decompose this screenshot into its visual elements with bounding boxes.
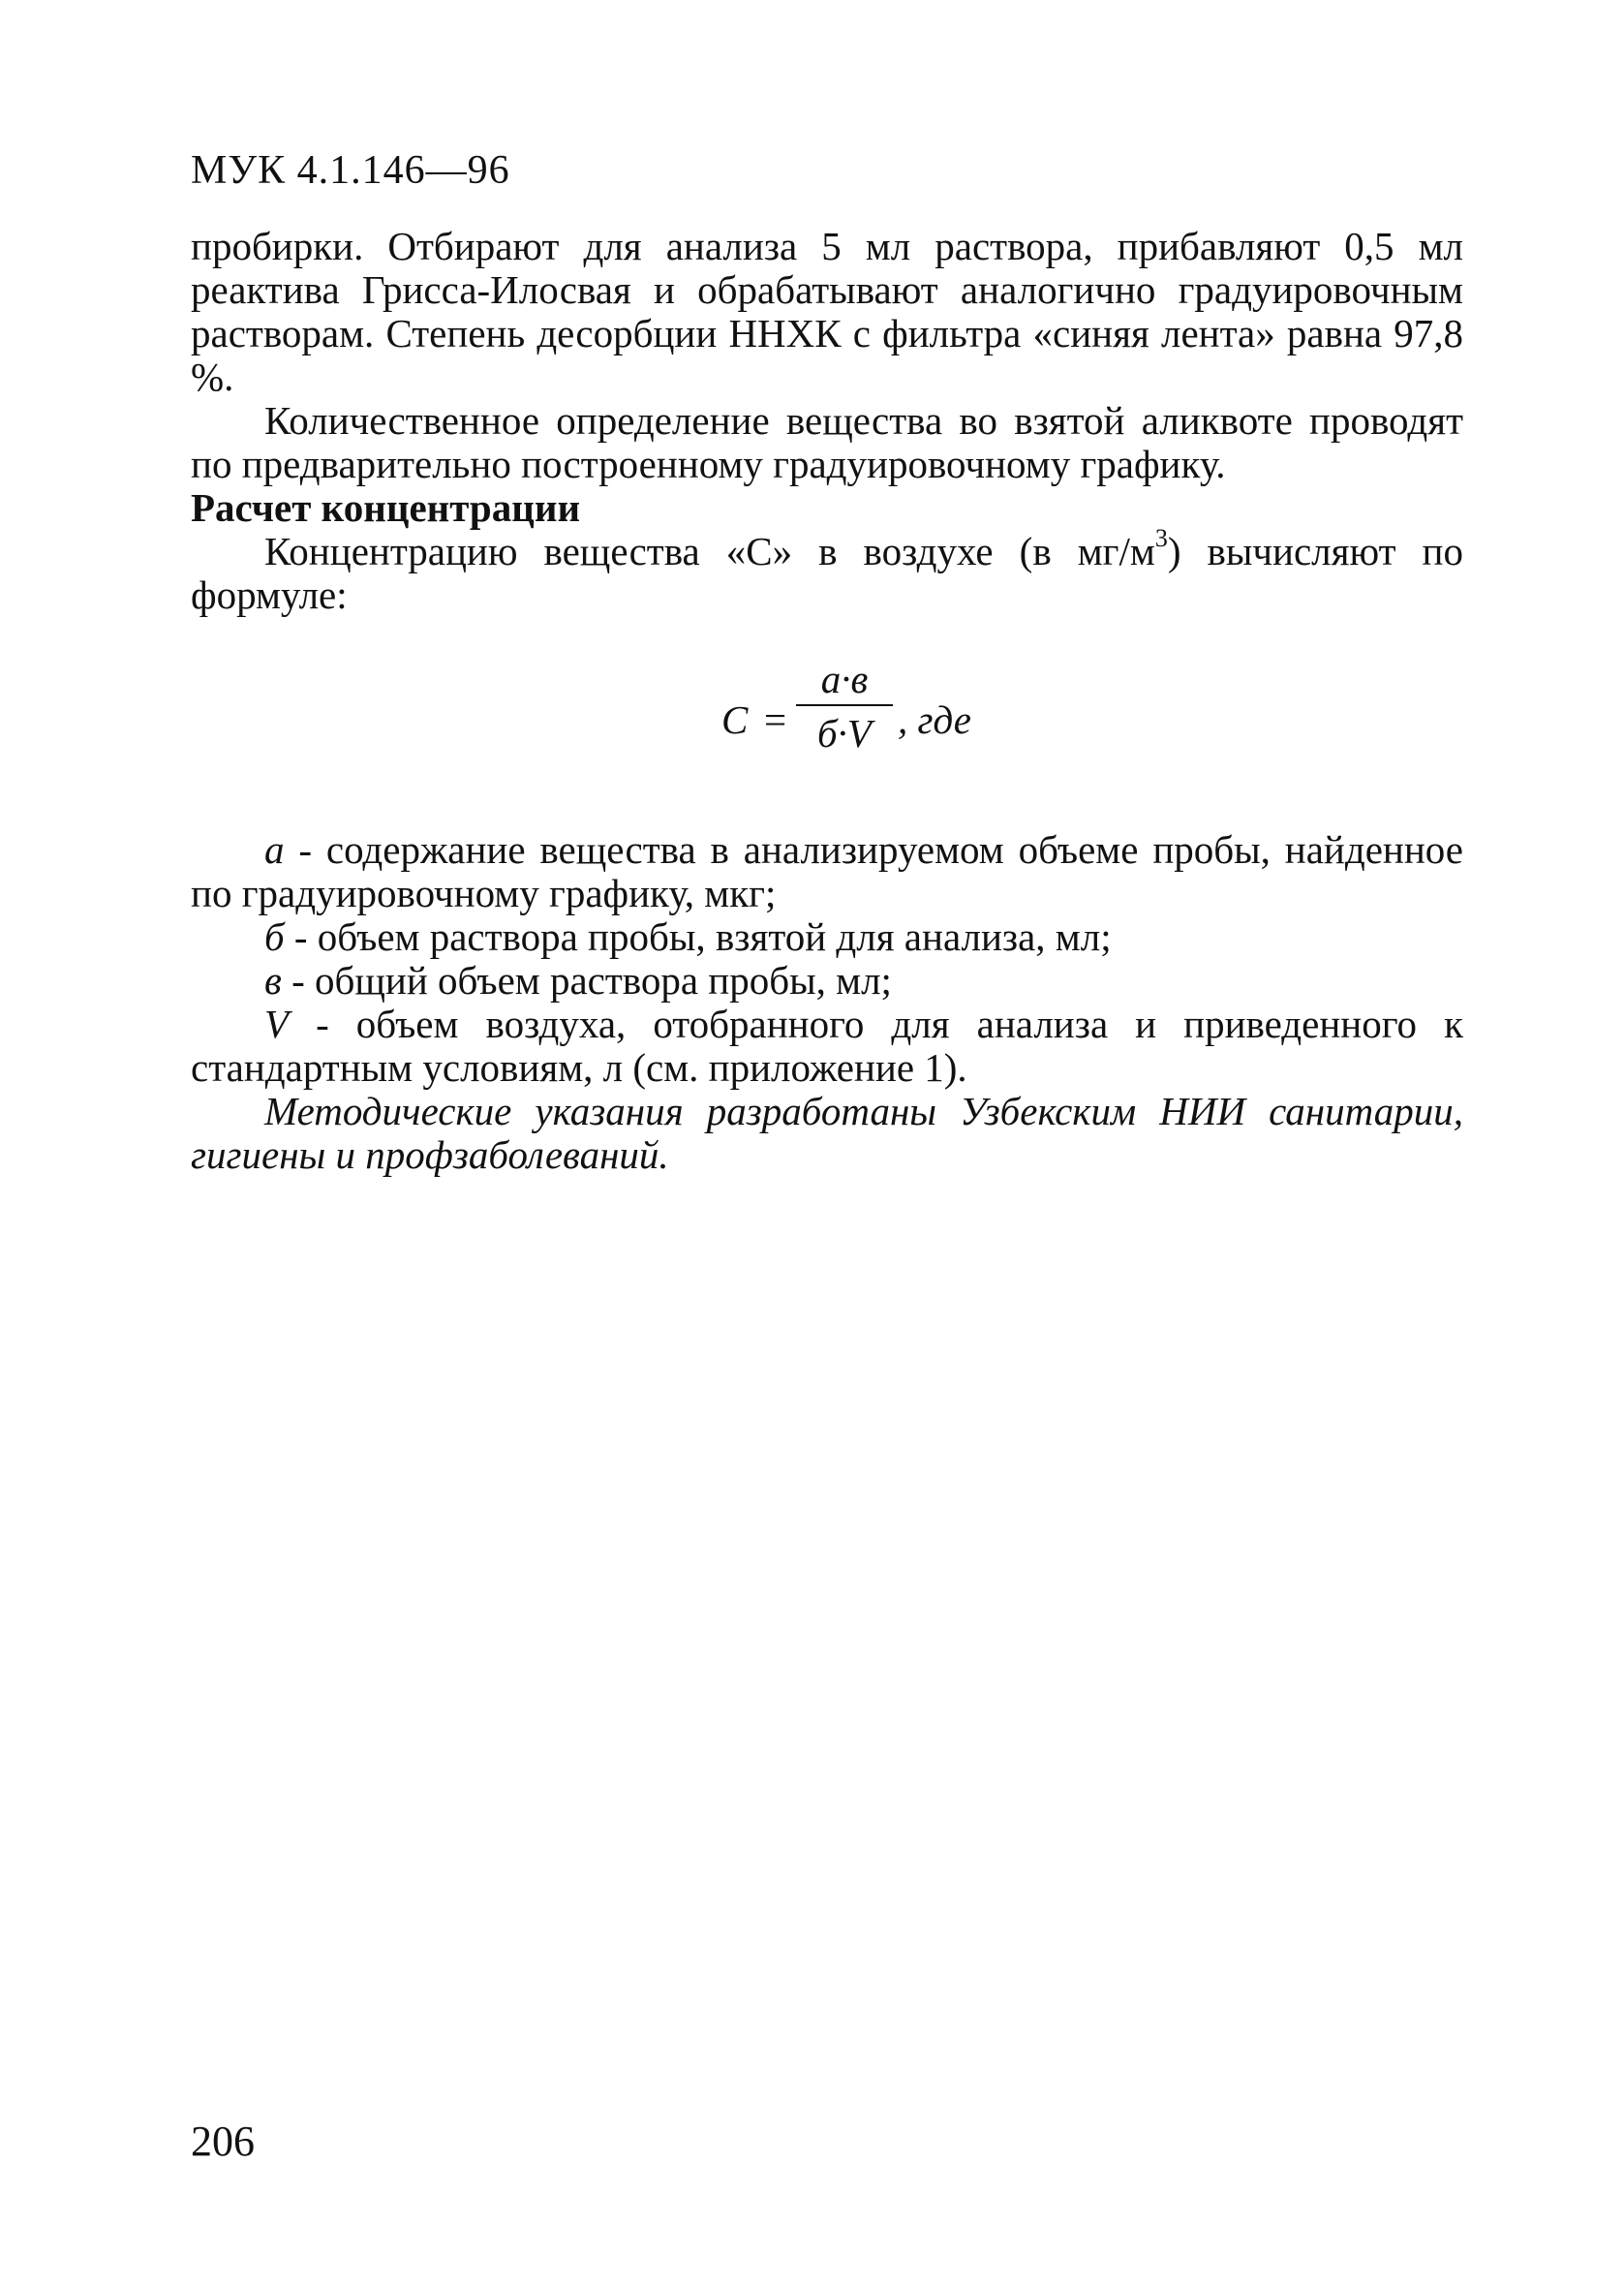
formula-intro	[191, 524, 1463, 617]
paragraph-quantitative: Количественное определение вещества во взятой аликвоте проводят по предварительно построенному градуировочному графику.	[191, 398, 1463, 486]
formula-equals: =	[764, 697, 787, 742]
formula-denominator: б·V	[817, 711, 872, 756]
authorship-note: Методические указания разработаны Узбекским НИИ санитарии, гигиены и профзаболеваний.	[191, 1089, 1463, 1177]
paragraph-continuation: пробирки. Отбирают для анализа 5 мл раствора, прибавляют 0,5 мл реактива Грисса-Илосвая и обрабатывают аналогично градуировочным растворам. Степень десорбции ННХК с фильтра «синяя лента» равна 97,8 %.	[191, 224, 1463, 399]
formula-numerator: а·в	[820, 657, 869, 701]
concentration-formula	[191, 656, 1463, 791]
definition-b	[191, 915, 1463, 959]
unit-exponent: 3	[1154, 524, 1168, 553]
definition-volume	[191, 1003, 1463, 1090]
definition-text: - содержание вещества в анализируемом объеме пробы, найденное по градуировочному графику, мкг;	[191, 827, 1463, 915]
definition-text: - объем раствора пробы, взятой для анализа, мл;	[284, 914, 1112, 959]
section-heading: Расчет концентрации	[191, 485, 581, 530]
document-code: МУК 4.1.146—96	[191, 148, 510, 193]
formula-where: , где	[898, 697, 971, 742]
variable-definitions	[191, 828, 1463, 1090]
formula-fraction	[796, 656, 893, 757]
page-content	[191, 225, 1463, 1177]
definition-v	[191, 959, 1463, 1003]
formula-intro-text-end: ) вычисляют по формуле:	[191, 529, 1463, 617]
definition-text: - общий объем раствора пробы, мл;	[281, 958, 892, 1003]
definition-symbol: а	[264, 827, 285, 872]
formula-intro-text: Концентрацию вещества «С» в воздухе (в мг/м	[264, 529, 1155, 573]
definition-a	[191, 828, 1463, 915]
fraction-bar	[796, 704, 893, 706]
definition-symbol: V	[264, 1002, 290, 1046]
definition-text: - объем воздуха, отобранного для анализа и приведенного к стандартным условиям, л (см. приложение 1).	[191, 1002, 1463, 1090]
definition-symbol: б	[264, 914, 285, 959]
formula-lhs: С	[721, 697, 749, 742]
page-number: 206	[191, 2118, 255, 2165]
definition-symbol: в	[264, 958, 282, 1003]
